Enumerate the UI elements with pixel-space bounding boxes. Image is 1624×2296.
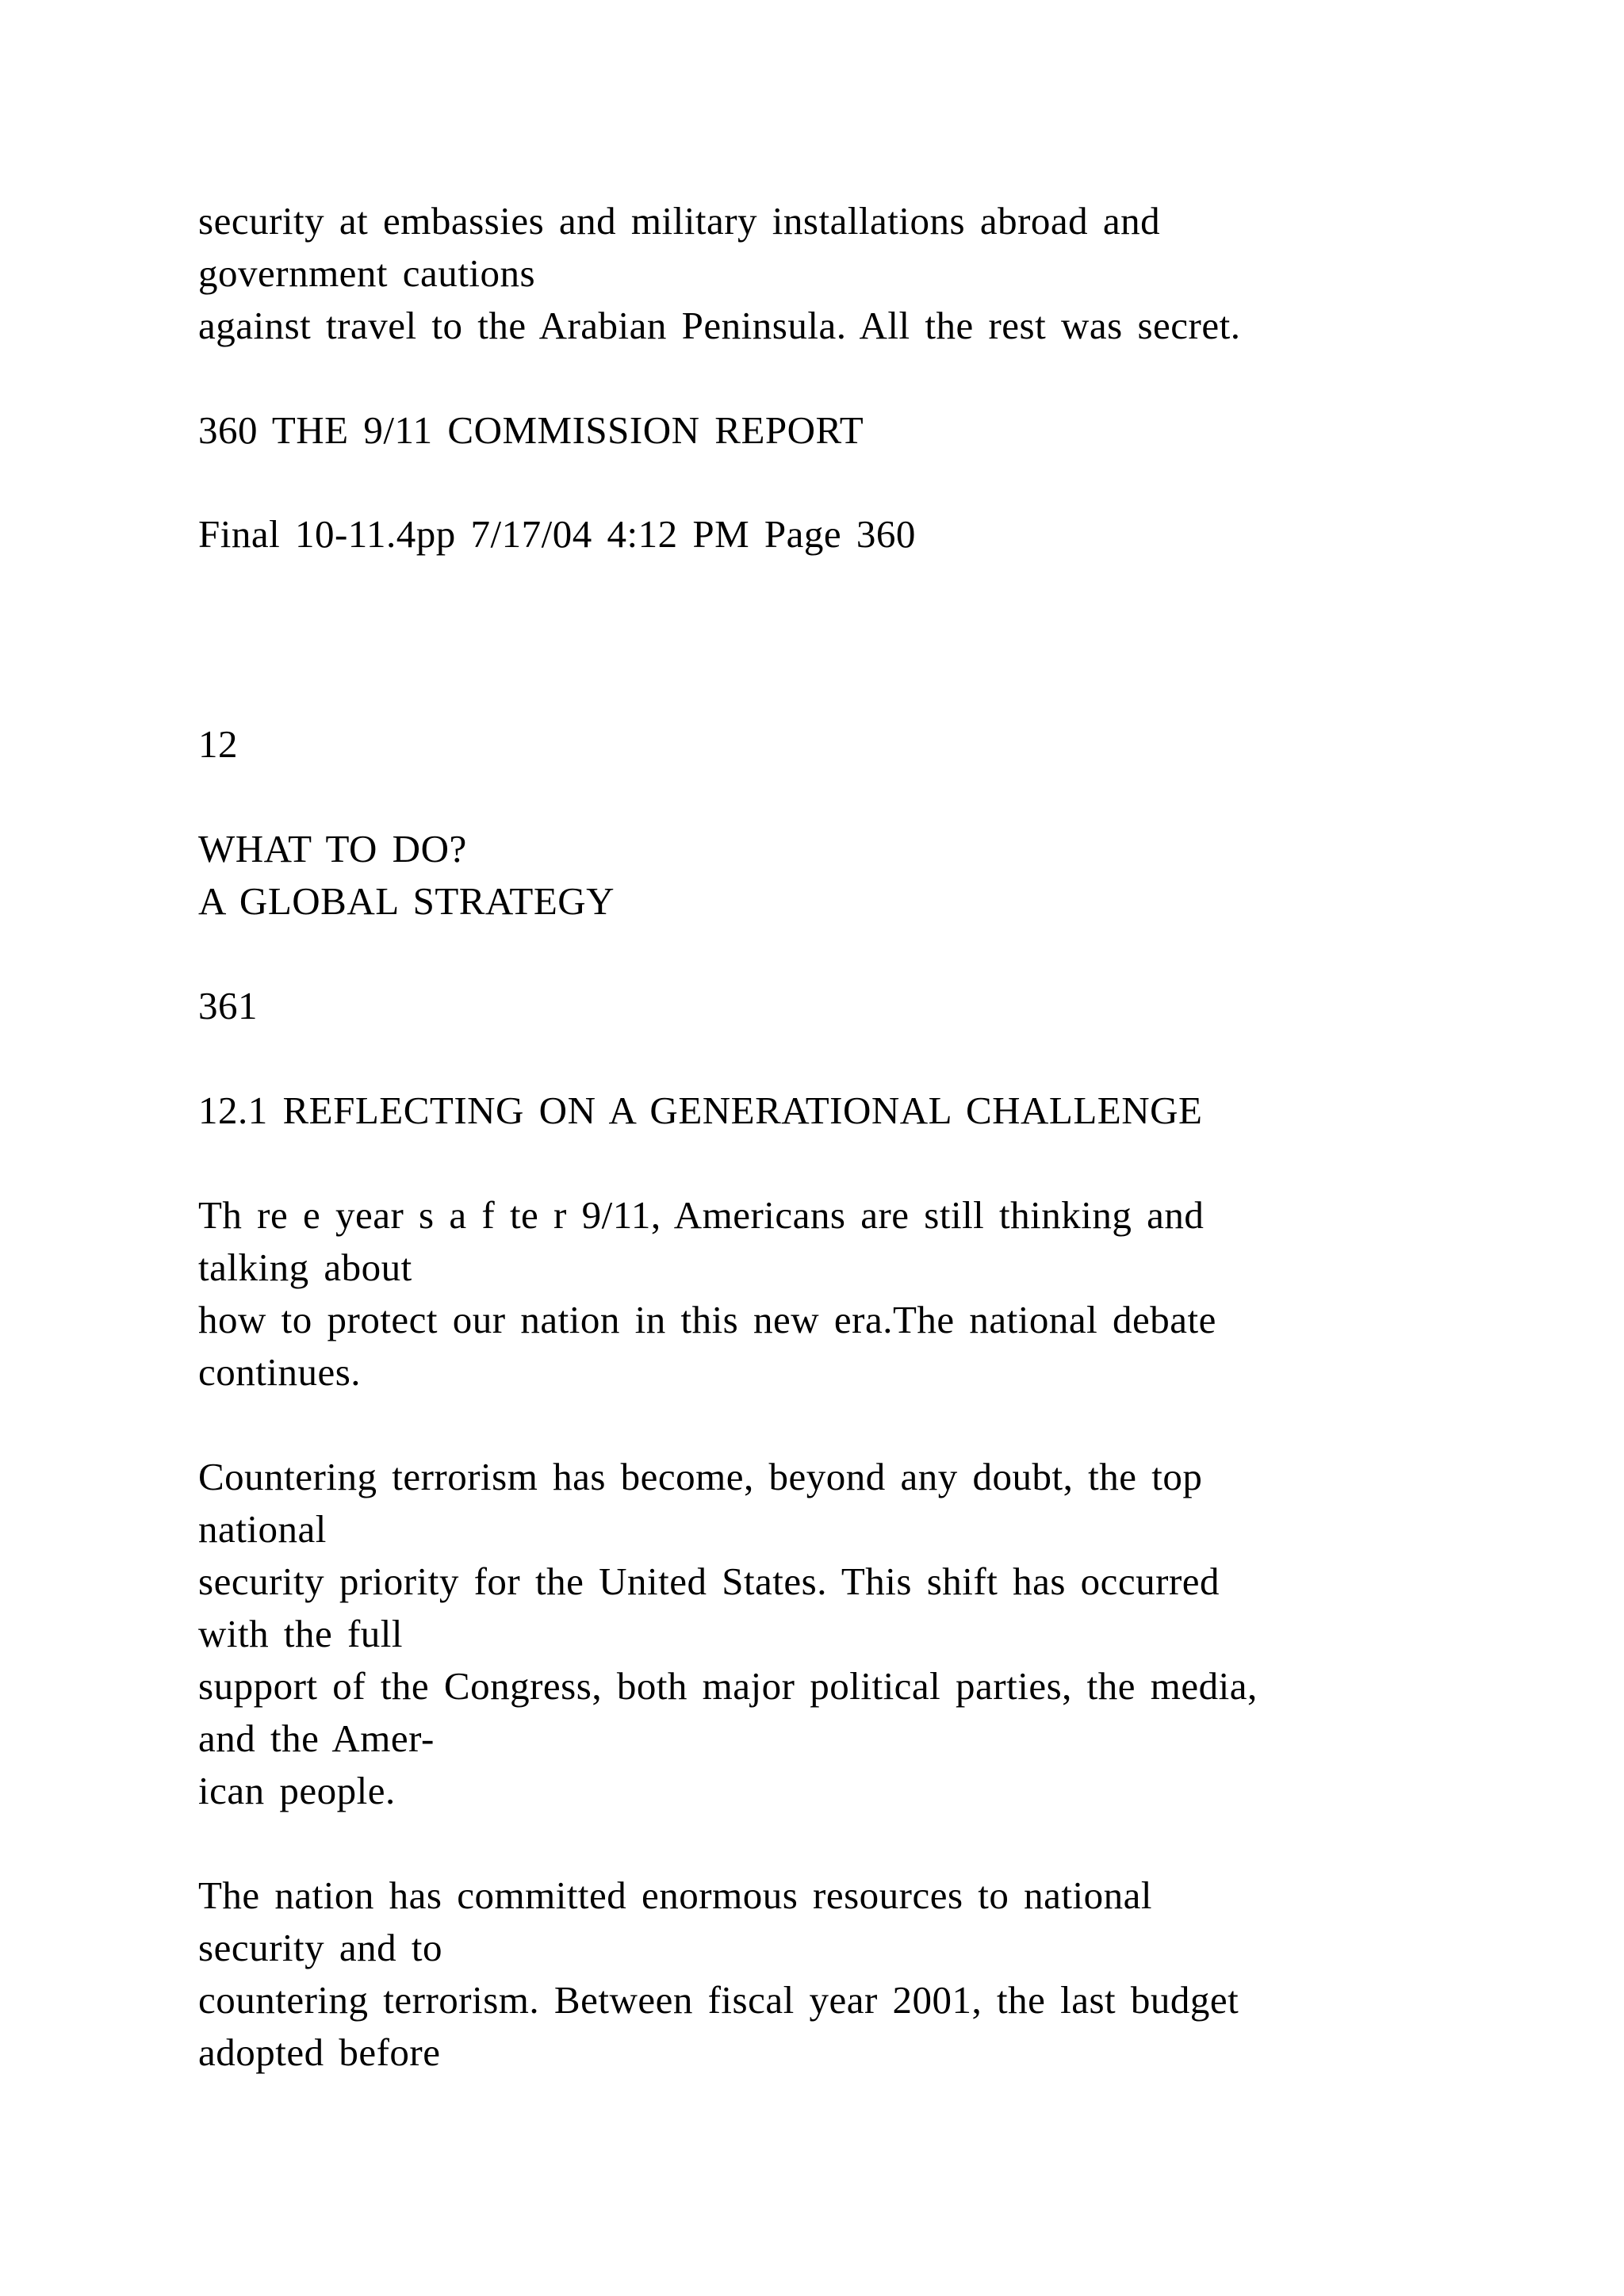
body-text-line: national — [198, 1507, 327, 1551]
chapter-number: 12 — [198, 722, 238, 766]
body-text-line: security and to — [198, 1926, 442, 1969]
body-text-line: how to protect our nation in this new era.The national debate — [198, 1298, 1216, 1341]
body-text-line: security priority for the United States. This shift has occurred — [198, 1559, 1220, 1603]
body-text-line: continues. — [198, 1350, 362, 1394]
slug-line: Final 10-11.4pp 7/17/04 4:12 PM Page 360 — [198, 512, 916, 556]
body-text-line: government cautions — [198, 251, 536, 295]
chapter-subtitle: A GLOBAL STRATEGY — [198, 879, 615, 923]
body-text-line: adopted before — [198, 2030, 441, 2074]
body-text-line: talking about — [198, 1246, 412, 1289]
body-text-line: ican people. — [198, 1769, 396, 1812]
body-text-line: The nation has committed enormous resources to national — [198, 1873, 1153, 1917]
body-text-line: support of the Congress, both major political parties, the media, — [198, 1664, 1258, 1708]
body-text-line: and the Amer- — [198, 1716, 435, 1760]
body-text-line: against travel to the Arabian Peninsula. All the rest was secret. — [198, 304, 1241, 347]
section-heading: 12.1 REFLECTING ON A GENERATIONAL CHALLENGE — [198, 1089, 1203, 1132]
running-header: 360 THE 9/11 COMMISSION REPORT — [198, 408, 864, 452]
chapter-title: WHAT TO DO? — [198, 827, 467, 871]
page-number: 361 — [198, 984, 258, 1027]
body-text-line: countering terrorism. Between fiscal year 2001, the last budget — [198, 1978, 1239, 2022]
body-text-line: with the full — [198, 1612, 404, 1655]
body-text-line: Th re e year s a f te r 9/11, Americans are still thinking and — [198, 1193, 1205, 1237]
body-text-line: security at embassies and military installations abroad and — [198, 199, 1161, 243]
body-text-line: Countering terrorism has become, beyond any doubt, the top — [198, 1455, 1203, 1498]
